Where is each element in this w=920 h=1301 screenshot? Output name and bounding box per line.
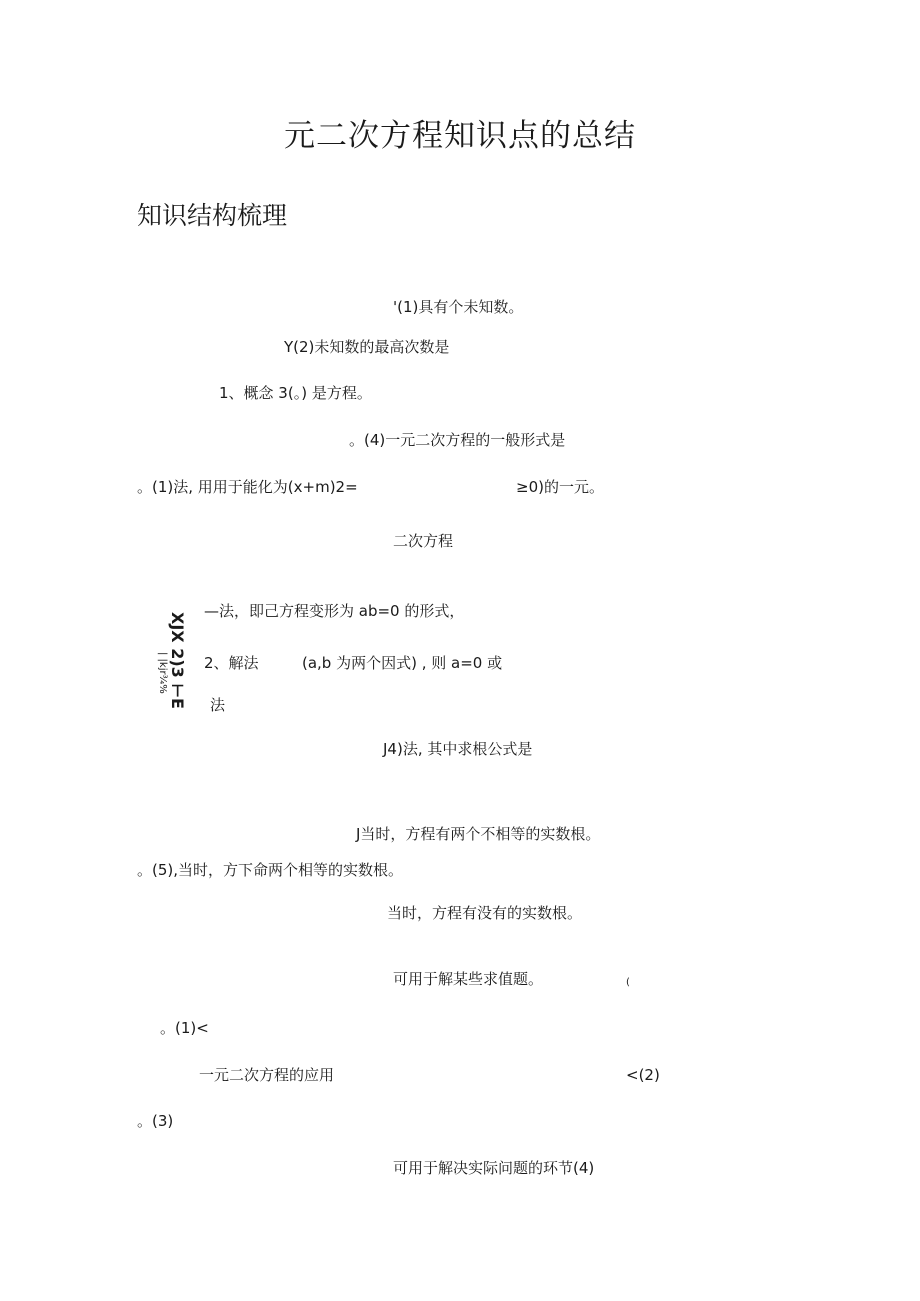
discriminant-line-2: 。(5),当时，方下命两个相等的实数根。 <box>137 861 404 879</box>
application-line-3: 。(3) <box>137 1112 174 1130</box>
method-line-1c: 二次方程 <box>393 532 454 550</box>
method-line-2: —法，即己方程变形为 ab=0 的形式， <box>204 602 465 620</box>
vertical-bold-text: XJX 2)3 ⊢E <box>168 612 187 709</box>
discriminant-line-3: 当时，方程有没有的实数根。 <box>387 904 583 922</box>
method-line-1b: ≥0)的一元。 <box>516 478 604 496</box>
concept-line-2: Y(2)未知数的最高次数是 <box>284 338 450 356</box>
method-line-3b: (a,b 为两个因式) , 则 a=0 或 <box>302 654 503 672</box>
method-line-5: J4)法, 其中求根公式是 <box>383 740 533 758</box>
application-line-1: 。(1)< <box>160 1019 209 1037</box>
concept-line-3: 1、概念 3(。) 是方程。 <box>219 384 372 402</box>
method-line-3a: 2、解法 <box>204 654 259 672</box>
application-line-2a: 一元二次方程的应用 <box>199 1066 335 1084</box>
discriminant-line-1: J当时，方程有两个不相等的实数根。 <box>356 825 601 843</box>
concept-line-4: 。(4)一元二次方程的一般形式是 <box>349 431 566 449</box>
method-line-1a: 。(1)法, 用用于能化为(x+m)2= <box>137 478 358 496</box>
section-heading: 知识结构梳理 <box>137 201 288 230</box>
stray-paren: ( <box>626 977 630 988</box>
application-line-4: 可用于解决实际问题的环节(4) <box>393 1159 595 1177</box>
vertical-small-text: | |kj⁠r³⁄₄% <box>157 652 168 694</box>
document-title: 元二次方程知识点的总结 <box>284 118 636 154</box>
method-line-4: 法 <box>210 696 226 714</box>
discriminant-line-4: 可用于解某些求值题。 <box>393 970 544 988</box>
concept-line-1: '(1)具有个未知数。 <box>393 298 524 316</box>
application-line-2b: <(2) <box>626 1066 660 1084</box>
